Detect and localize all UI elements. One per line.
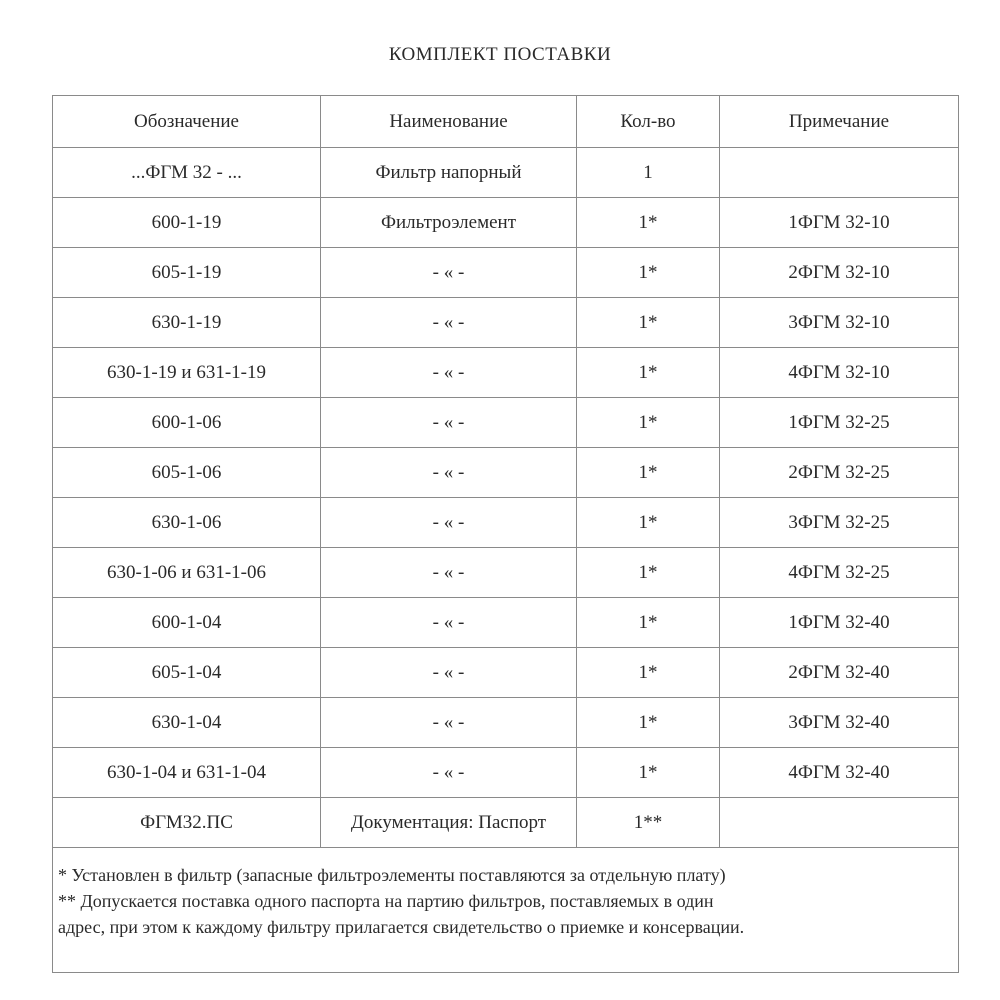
cell-code: 605-1-06 <box>53 448 321 498</box>
table-row <box>53 448 959 498</box>
cell-qty: 1* <box>577 348 720 398</box>
table-row <box>53 398 959 448</box>
cell-code: ...ФГМ 32 - ... <box>53 148 321 198</box>
cell-name: - « - <box>321 498 577 548</box>
cell-qty: 1* <box>577 748 720 798</box>
footnote-double-star-continued: адрес, при этом к каждому фильтру прилагается свидетельство о приемке и консервации. <box>58 917 745 937</box>
table-row <box>53 548 959 598</box>
footnotes-cell <box>53 848 959 973</box>
table-row <box>53 748 959 798</box>
cell-name: - « - <box>321 398 577 448</box>
cell-qty: 1* <box>577 498 720 548</box>
cell-note: 3ФГМ 32-10 <box>720 298 959 348</box>
table-row <box>53 348 959 398</box>
footnote-double-star: ** Допускается поставка одного паспорта на партию фильтров, поставляемых в один <box>58 891 714 911</box>
cell-qty: 1 <box>577 148 720 198</box>
cell-name: - « - <box>321 348 577 398</box>
cell-code: 600-1-06 <box>53 398 321 448</box>
cell-note: 4ФГМ 32-40 <box>720 748 959 798</box>
cell-qty: 1* <box>577 298 720 348</box>
cell-name: - « - <box>321 548 577 598</box>
page-title: КОМПЛЕКТ ПОСТАВКИ <box>388 44 612 65</box>
cell-qty: 1* <box>577 648 720 698</box>
cell-name: - « - <box>321 298 577 348</box>
cell-qty: 1** <box>577 798 720 848</box>
table-row <box>53 248 959 298</box>
cell-qty: 1* <box>577 198 720 248</box>
cell-code: 600-1-19 <box>53 198 321 248</box>
column-header-qty: Кол-во <box>577 96 720 148</box>
cell-code: 630-1-19 и 631-1-19 <box>53 348 321 398</box>
cell-name: Фильтроэлемент <box>321 198 577 248</box>
table-row <box>53 798 959 848</box>
cell-qty: 1* <box>577 548 720 598</box>
cell-code: ФГМ32.ПС <box>53 798 321 848</box>
supply-table <box>52 95 959 973</box>
footnotes-row <box>53 848 959 973</box>
table-row <box>53 498 959 548</box>
cell-note: 2ФГМ 32-40 <box>720 648 959 698</box>
cell-note: 3ФГМ 32-40 <box>720 698 959 748</box>
cell-note: 4ФГМ 32-25 <box>720 548 959 598</box>
cell-name: - « - <box>321 248 577 298</box>
cell-qty: 1* <box>577 448 720 498</box>
cell-note <box>720 798 959 848</box>
cell-qty: 1* <box>577 598 720 648</box>
cell-note: 3ФГМ 32-25 <box>720 498 959 548</box>
footnote-single-star: * Установлен в фильтр (запасные фильтроэлементы поставляются за отдельную плату) <box>58 865 726 885</box>
cell-note: 1ФГМ 32-25 <box>720 398 959 448</box>
table-row <box>53 298 959 348</box>
cell-name: Фильтр напорный <box>321 148 577 198</box>
cell-note: 2ФГМ 32-10 <box>720 248 959 298</box>
table-row <box>53 148 959 198</box>
cell-code: 600-1-04 <box>53 598 321 648</box>
cell-note <box>720 148 959 198</box>
column-header-name: Наименование <box>321 96 577 148</box>
cell-name: - « - <box>321 648 577 698</box>
cell-name: - « - <box>321 598 577 648</box>
cell-note: 1ФГМ 32-40 <box>720 598 959 648</box>
cell-note: 1ФГМ 32-10 <box>720 198 959 248</box>
cell-code: 630-1-06 и 631-1-06 <box>53 548 321 598</box>
cell-code: 605-1-04 <box>53 648 321 698</box>
cell-code: 605-1-19 <box>53 248 321 298</box>
cell-code: 630-1-19 <box>53 298 321 348</box>
cell-qty: 1* <box>577 698 720 748</box>
column-header-code: Обозначение <box>53 96 321 148</box>
cell-code: 630-1-06 <box>53 498 321 548</box>
cell-name: - « - <box>321 748 577 798</box>
cell-note: 2ФГМ 32-25 <box>720 448 959 498</box>
cell-name: - « - <box>321 448 577 498</box>
cell-name: Документация: Паспорт <box>321 798 577 848</box>
column-header-note: Примечание <box>720 96 959 148</box>
table-row <box>53 598 959 648</box>
cell-qty: 1* <box>577 248 720 298</box>
cell-qty: 1* <box>577 398 720 448</box>
table-row <box>53 648 959 698</box>
cell-code: 630-1-04 <box>53 698 321 748</box>
table-row <box>53 198 959 248</box>
table-row <box>53 698 959 748</box>
table-header-row <box>53 96 959 148</box>
cell-name: - « - <box>321 698 577 748</box>
cell-code: 630-1-04 и 631-1-04 <box>53 748 321 798</box>
cell-note: 4ФГМ 32-10 <box>720 348 959 398</box>
